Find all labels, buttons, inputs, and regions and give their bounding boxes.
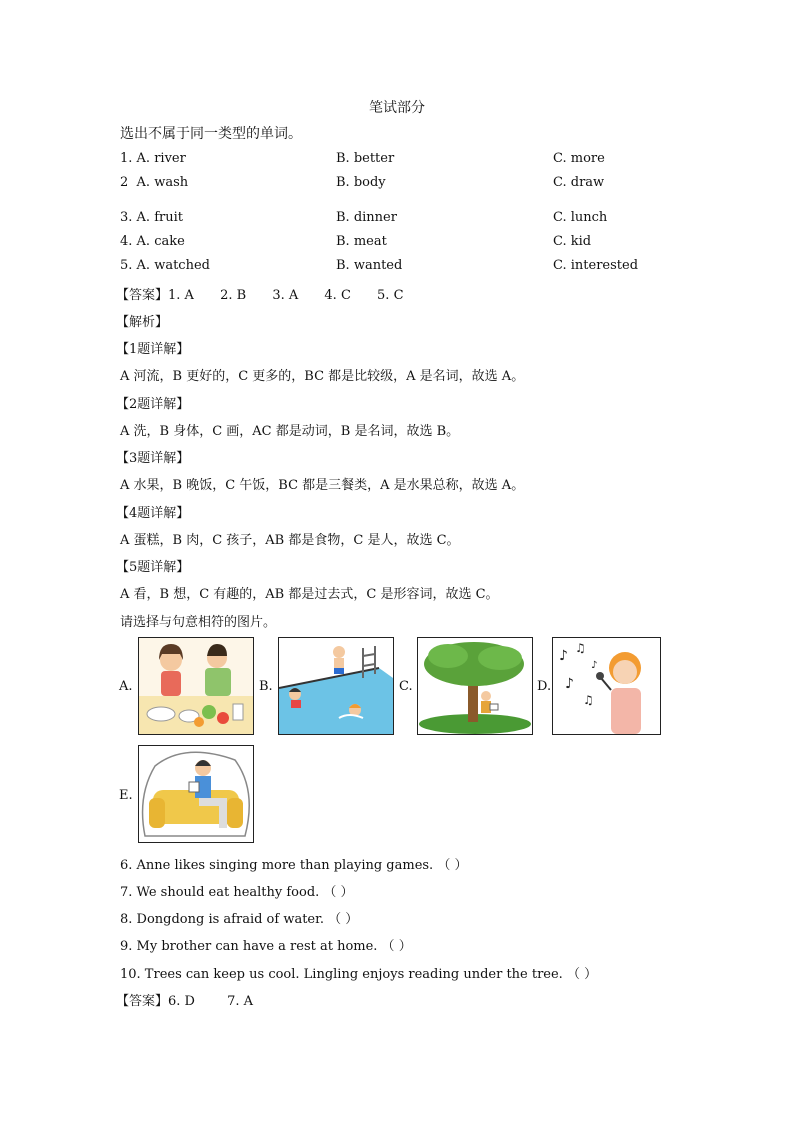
section1-instruction: 选出不属于同一类型的单词。 (120, 126, 302, 142)
option-a: A. river (136, 151, 186, 166)
detail-text-3: A 水果，B 晚饭，C 午饭，BC 都是三餐类，A 是水果总称，故选 A。 (120, 478, 525, 493)
picture-a-healthy-food (138, 637, 254, 735)
option-c: C. draw (553, 175, 605, 190)
option-b: B. wanted (336, 258, 403, 273)
answer-line-1 (116, 284, 404, 303)
option-b: B. meat (336, 234, 387, 249)
option-c: C. lunch (553, 210, 608, 225)
option-c: C. interested (553, 258, 639, 273)
question-number: 4. (120, 234, 133, 249)
detail-text-5: A 看，B 想，C 有趣的，AB 都是过去式，C 是形容词，故选 C。 (120, 587, 499, 602)
detail-heading-2: 【2题详解】 (116, 397, 190, 412)
option-a: A. cake (136, 234, 185, 249)
sentence-9: 9. My brother can have a rest at home. （ ） (120, 939, 412, 954)
svg-text:♪: ♪ (559, 648, 568, 664)
answer-item: 3. A (272, 288, 299, 303)
picture-label-d: D. (537, 679, 552, 694)
picture-label-c: C. (399, 679, 413, 694)
answer-item: 7. A (227, 994, 254, 1009)
question-row-1 (120, 151, 680, 169)
sentence-10: 10. Trees can keep us cool. Lingling enjoys reading under the tree. （ ） (120, 967, 598, 982)
detail-heading-1: 【1题详解】 (116, 342, 190, 357)
answer-item: 5. C (377, 288, 404, 303)
analysis-label: 【解析】 (116, 315, 169, 330)
detail-heading-5: 【5题详解】 (116, 560, 190, 575)
svg-text:♪: ♪ (591, 660, 598, 671)
sentence-7: 7. We should eat healthy food. （ ） (120, 885, 354, 900)
detail-text-4: A 蛋糕，B 肉，C 孩子，AB 都是食物，C 是人，故选 C。 (120, 533, 460, 548)
answer-item: 4. C (324, 288, 351, 303)
picture-label-a: A. (119, 679, 133, 694)
answer-label: 【答案】 (116, 994, 169, 1009)
picture-c-tree-reading (417, 637, 533, 735)
svg-text:♫: ♫ (575, 641, 586, 655)
svg-text:♫: ♫ (583, 693, 594, 707)
option-a: A. fruit (136, 210, 183, 225)
section2-instruction: 请选择与句意相符的图片。 (120, 615, 277, 630)
picture-e-rest-at-home (138, 745, 254, 843)
answer-line-2 (116, 990, 253, 1009)
question-row-4 (120, 234, 680, 252)
option-c: C. more (553, 151, 605, 166)
question-row-2 (120, 175, 680, 193)
answer-item: 2. B (220, 288, 247, 303)
question-row-3 (120, 210, 680, 228)
option-a: A. watched (136, 258, 210, 273)
picture-b-swimming (278, 637, 394, 735)
picture-label-b: B. (259, 679, 273, 694)
answer-item: 1. A (168, 288, 194, 303)
option-a: A. wash (136, 175, 189, 190)
question-number: 3. (120, 210, 133, 225)
answer-label: 【答案】 (116, 288, 169, 303)
detail-heading-3: 【3题详解】 (116, 451, 190, 466)
option-c: C. kid (553, 234, 592, 249)
question-number: 2 (120, 175, 129, 190)
option-b: B. better (336, 151, 395, 166)
detail-text-2: A 洗，B 身体，C 画，AC 都是动词，B 是名词，故选 B。 (120, 424, 460, 439)
detail-text-1: A 河流，B 更好的，C 更多的，BC 都是比较级，A 是名词，故选 A。 (120, 369, 525, 384)
answer-item: 6. D (168, 994, 195, 1009)
detail-heading-4: 【4题详解】 (116, 506, 190, 521)
sentence-6: 6. Anne likes singing more than playing games. （ ） (120, 858, 468, 873)
question-number: 5. (120, 258, 133, 273)
picture-label-e: E. (119, 788, 133, 803)
svg-text:♪: ♪ (565, 676, 574, 692)
question-row-5 (120, 258, 680, 276)
option-b: B. dinner (336, 210, 397, 225)
question-number: 1. (120, 151, 133, 166)
sentence-8: 8. Dongdong is afraid of water. （ ） (120, 912, 359, 927)
option-b: B. body (336, 175, 386, 190)
picture-d-singing (552, 637, 661, 735)
page-title: 笔试部分 (369, 100, 425, 116)
